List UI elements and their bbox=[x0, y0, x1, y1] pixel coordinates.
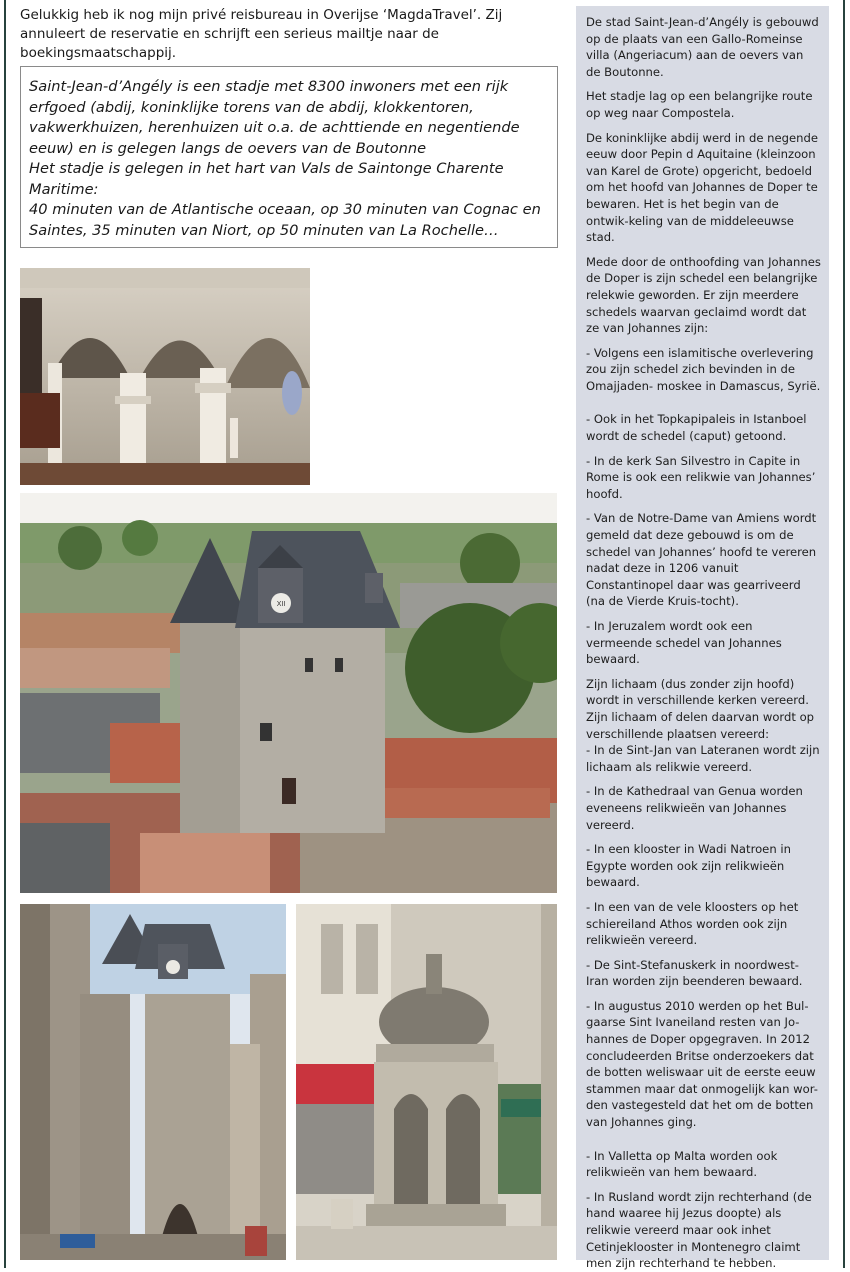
sidebar-paragraph: Zijn lichaam (dus zonder zijn hoofd) wordt in verschillende kerken vereerd. bbox=[586, 676, 809, 708]
sidebar-list-item: - In Jeruzalem wordt ook een vermeende schedel van Johannes bewaard. bbox=[586, 619, 782, 667]
sidebar-list-item: - Ook in het Topkapipaleis in Istanboel wordt de schedel (caput) getoond. bbox=[586, 412, 807, 444]
photo-street-tower-gate bbox=[20, 904, 286, 1260]
sidebar-list-item: - In Valletta op Malta worden ook relikwieën van hem bewaard. bbox=[586, 1148, 778, 1180]
sidebar-list-item: - Volgens een islamitische overlevering zou zijn schedel zich bevinden in de Omajjaden- moskee in Damascus, Syrië. bbox=[586, 345, 821, 393]
sidebar-list-item: - In een van de vele kloosters op het schiereiland Athos worden ook zijn relikwieën vereerd. bbox=[586, 899, 799, 948]
intro-paragraph: Gelukkig heb ik nog mijn privé reisbureau in Overijse ‘MagdaTravel’. Zij annuleert de reservatie en schrijft een serieus mailtje naar de boekingsmaatschappij. bbox=[20, 7, 503, 61]
sidebar-list-item: - In de Kathedraal van Genua worden eveneens relikwieën van Johannes vereerd. bbox=[586, 784, 803, 832]
photo-clock-tower-town bbox=[20, 493, 557, 893]
sidebar-list-item: - Van de Notre-Dame van Amiens wordt gemeld dat deze gebouwd is om de schedel van Johannes’ hoofd te vereren nadat deze in 1206 vanuit Constantinopel daar was gearriveerd (na de Vierde Kruis-tocht). bbox=[586, 511, 817, 609]
left-border-line bbox=[4, 0, 6, 1268]
sidebar-paragraph: De koninklijke abdij werd in de negende eeuw door Pepin d Aquitaine (kleinzoon van Karel de Grote) opgericht, bedoeld om het hoofd van Johannes de Doper te bewaren. Het is het begin van de ontwik-keling van de middeleeuwse stad. bbox=[586, 130, 818, 245]
history-sidebar bbox=[576, 6, 829, 1271]
sidebar-list-item: - In de kerk San Silvestro in Capite in Rome is ook een relikwie van Johannes’ hoofd. bbox=[586, 453, 816, 501]
sidebar-paragraph: Zijn lichaam of delen daarvan wordt op verschillende plaatsen vereerd: bbox=[586, 709, 815, 741]
sidebar-list-item: - De Sint-Stefanuskerk in noordwest-Iran worden zijn beenderen bewaard. bbox=[586, 957, 803, 989]
sidebar-list-item: - In Rusland wordt zijn rechterhand (de hand waaree hij Jezus doopte) als relikwie vereerd maar ook inhet Cetinjeklooster in Montenegro claimt men zijn rechterhand te hebben. bbox=[586, 1189, 812, 1271]
photo-abbey-interior bbox=[20, 268, 310, 485]
clock-face-text: XII bbox=[276, 601, 286, 608]
info-box-description: Saint-Jean-d’Angély is een stadje met 8300 inwoners met een rijk erfgoed (abdij, koninklijke torens van de abdij, klokkentoren, vakwerkhuizen, herenhuizen uit o.a. de achttiende en negentiende eeuw) en is gelegen langs de oevers van de Boutonne bbox=[29, 78, 520, 157]
info-box bbox=[20, 66, 558, 248]
right-border-line bbox=[843, 0, 845, 1268]
sidebar-paragraph: De stad Saint-Jean-d’Angély is gebouwd op de plaats van een Gallo-Romeinse villa (Angeriacum) aan de oevers van de Boutonne. bbox=[586, 15, 819, 79]
sidebar-list-item: - In augustus 2010 werden op het Bul-gaarse Sint Ivaneiland resten van Jo-hannes de Doper opgegraven. In 2012 concludeerden Britse onderzoekers dat de botten weliswaar uit de eerste eeuw stammen maar dat onmogelijk kan wor-den vastegesteld dat het om de botten van Johannes ging. bbox=[586, 998, 818, 1130]
info-box-location: Het stadje is gelegen in het hart van Vals de Saintonge Charente Maritime: bbox=[29, 160, 504, 198]
info-box-distances: 40 minuten van de Atlantische oceaan, op 30 minuten van Cognac en Saintes, 35 minuten van Niort, op 50 minuten van La Rochelle… bbox=[29, 201, 541, 239]
sidebar-paragraph: Mede door de onthoofding van Johannes de Doper is zijn schedel een belangrijke relekwie geworden. Er zijn meerdere schedels waarvan geclaimd wordt dat ze van Johannes zijn: bbox=[586, 254, 821, 336]
sidebar-list-item: - In een klooster in Wadi Natroen in Egypte worden ook zijn relikwieën bewaard. bbox=[586, 842, 791, 890]
sidebar-paragraph: Het stadje lag op een belangrijke route op weg naar Compostela. bbox=[586, 89, 813, 120]
sidebar-list-item: - In de Sint-Jan van Lateranen wordt zijn lichaam als relikwie vereerd. bbox=[586, 743, 820, 774]
photo-domed-fountain bbox=[296, 904, 557, 1260]
